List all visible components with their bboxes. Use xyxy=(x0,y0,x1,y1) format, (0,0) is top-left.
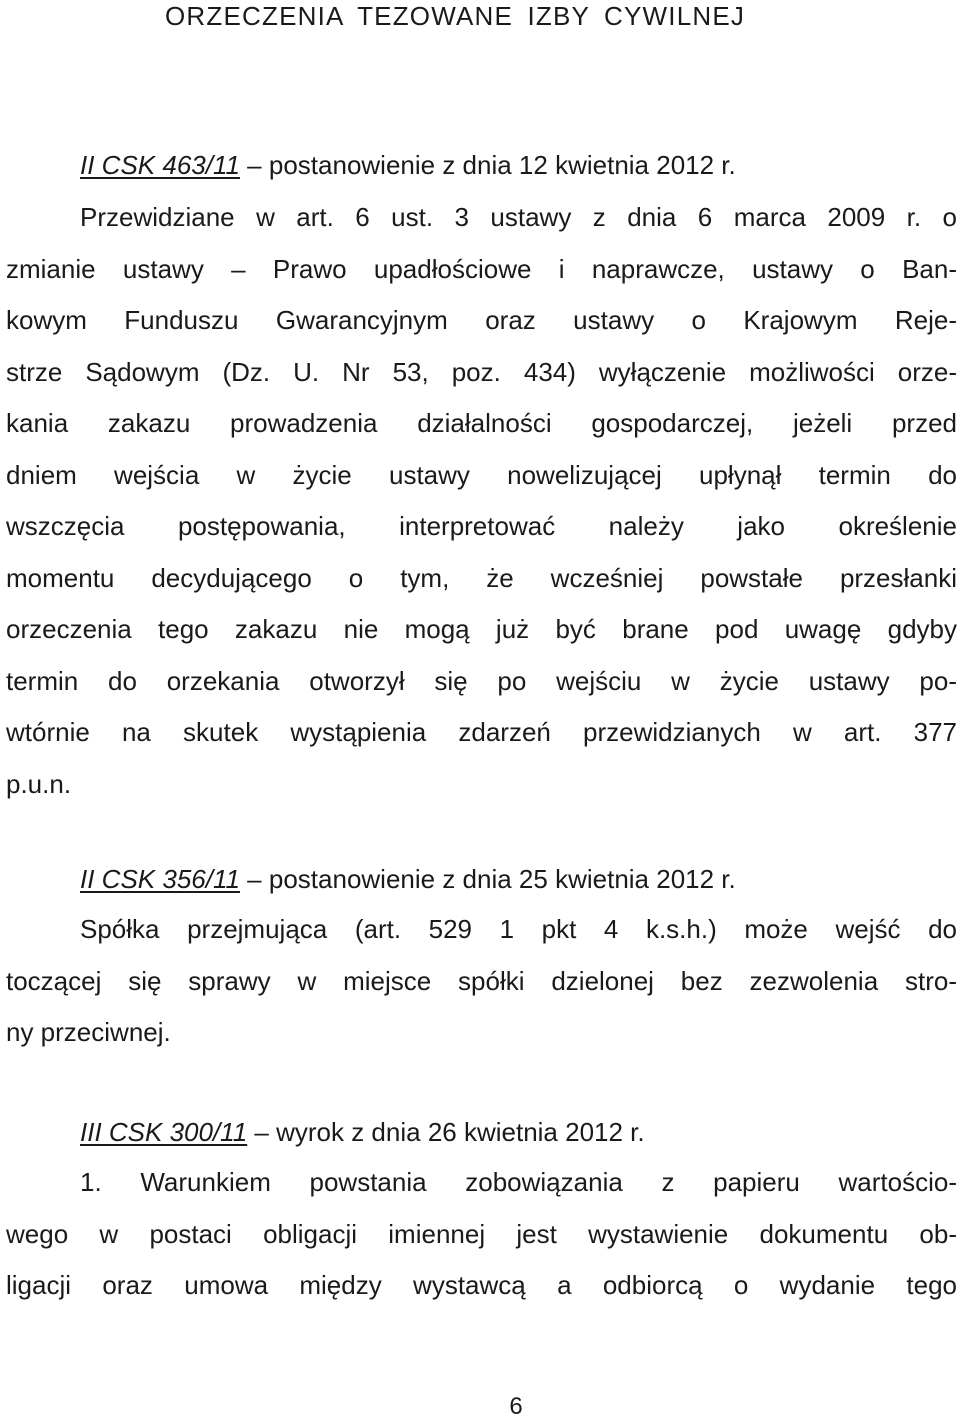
page-title: ORZECZENIA TEZOWANE IZBY CYWILNEJ xyxy=(165,1,746,31)
thesis-line: strze Sądowym (Dz. U. Nr 53, poz. 434) wyłączenie możliwości orze- xyxy=(6,356,957,387)
case-decision-1: postanowienie z dnia 12 kwietnia 2012 r. xyxy=(268,150,736,180)
thesis-line: ligacji oraz umowa między wystawcą a odbiorcą o wydanie tego xyxy=(6,1270,957,1300)
case-thesis-1 xyxy=(6,192,957,810)
thesis-line: termin do orzekania otworzył się po wejściu w życie ustawy po- xyxy=(6,665,957,696)
thesis-line: orzeczenia tego zakazu nie mogą już być brane pod uwagę gdyby xyxy=(6,614,957,644)
case-header-3 xyxy=(80,1116,645,1148)
thesis-line: p.u.n. xyxy=(6,768,72,799)
case-thesis-3 xyxy=(6,1157,957,1312)
thesis-line: wego w postaci obligacji imiennej jest wystawienie dokumentu ob- xyxy=(6,1218,957,1249)
case-dash: – xyxy=(239,150,269,180)
thesis-line: wszczęcia postępowania, interpretować należy jako określenie xyxy=(6,511,957,541)
case-decision-3: wyrok z dnia 26 kwietnia 2012 r. xyxy=(276,1117,645,1147)
thesis-line: kowym Funduszu Gwarancyjnym oraz ustawy o Krajowym Reje- xyxy=(6,305,957,335)
case-signature-2: II CSK 356/11 xyxy=(80,864,240,894)
case-header-2 xyxy=(80,863,736,895)
page-number: 6 xyxy=(509,1393,523,1420)
thesis-line: toczącej się sprawy w miejsce spółki dzielonej bez zezwolenia stro- xyxy=(6,965,957,996)
case-dash: – xyxy=(239,864,269,894)
case-signature-3: III CSK 300/11 xyxy=(80,1117,248,1147)
thesis-line: Przewidziane w art. 6 ust. 3 ustawy z dnia 6 marca 2009 r. o xyxy=(80,202,957,232)
thesis-line: zmianie ustawy – Prawo upadłościowe i naprawcze, ustawy o Ban- xyxy=(6,253,957,284)
thesis-line: ny przeciwnej. xyxy=(6,1017,171,1047)
thesis-line: 1. Warunkiem powstania zobowiązania z papieru wartościo- xyxy=(80,1167,957,1197)
thesis-line: Spółka przejmująca (art. 529 1 pkt 4 k.s.h.) może wejść do xyxy=(80,914,957,944)
thesis-line: momentu decydującego o tym, że wcześniej powstałe przesłanki xyxy=(6,562,957,593)
case-thesis-2 xyxy=(6,904,957,1059)
case-dash: – xyxy=(247,1117,277,1147)
case-signature-1: II CSK 463/11 xyxy=(80,150,240,180)
thesis-line: kania zakazu prowadzenia działalności gospodarczej, jeżeli przed xyxy=(6,408,957,438)
thesis-line: dniem wejścia w życie ustawy nowelizującej upłynął termin do xyxy=(6,459,957,490)
case-header-1 xyxy=(80,149,736,181)
case-decision-2: postanowienie z dnia 25 kwietnia 2012 r. xyxy=(268,864,736,894)
thesis-line: wtórnie na skutek wystąpienia zdarzeń przewidzianych w art. 377 xyxy=(6,717,957,747)
